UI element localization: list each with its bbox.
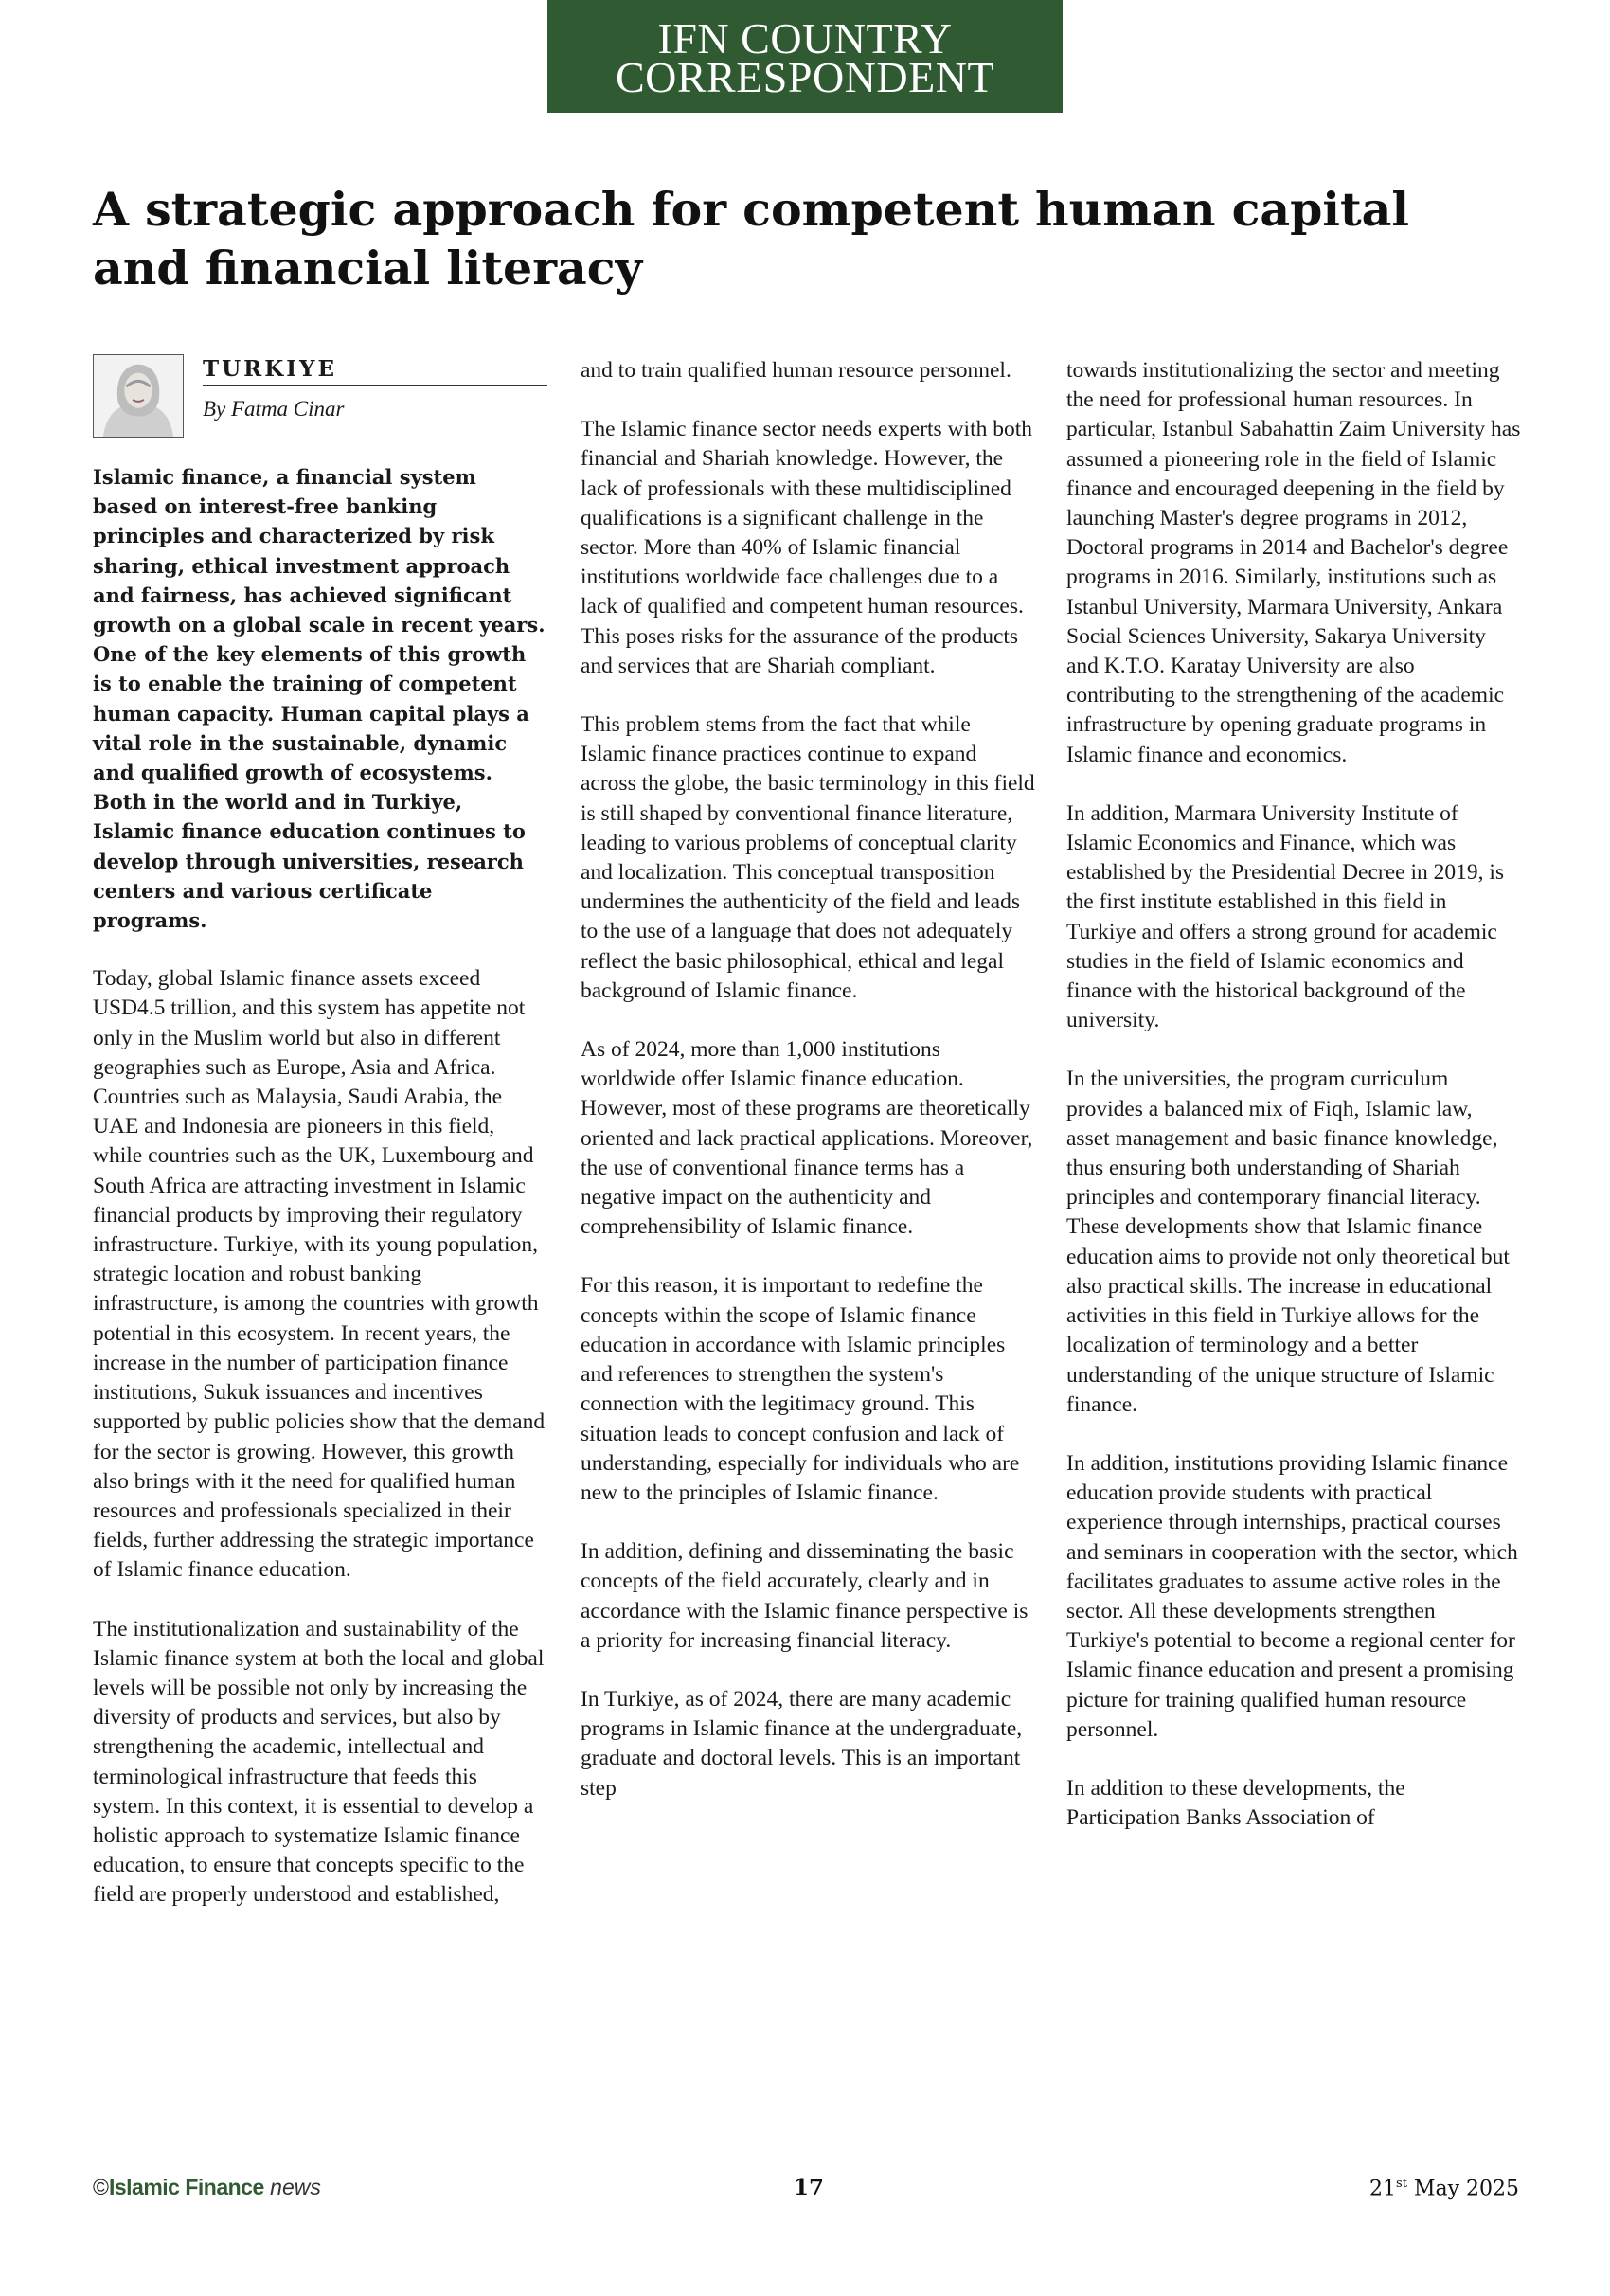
publication-logo: [93, 2175, 321, 2200]
body-paragraph: Today, global Islamic finance assets exceed USD4.5 trillion, and this system has appetite not only in the Muslim world but also in different geographies such as Europe, Asia and Africa. Countries such as Malaysia, Saudi Arabia, the UAE and Indonesia are pioneers in this field, while countries such as the UK, Luxembourg and South Africa are attracting investment in Islamic financial products by improving their regulatory infrastructure. Turkiye, with its young population, strategic location and robust banking infrastructure, is among the countries with growth potential in this ecosystem. In recent years, the increase in the number of participation finance institutions, Sukuk issuances and incentives supported by public policies show that the demand for the sector is growing. However, this growth also brings with it the need for qualified human resources and professionals specialized in their fields, further addressing the strategic importance of Islamic finance education.: [93, 966, 546, 1583]
body-paragraph: This problem stems from the fact that while Islamic finance practices continue to expand across the globe, the basic terminology in this field is still shaped by conventional finance literature, leading to various problems of conceptual clarity and localization. This conceptual transposition undermines the authenticity of the field and leads to the use of a language that does not adequately reflect the basic philosophical, ethical and legal background of Islamic finance.: [581, 712, 1035, 1003]
body-paragraph: In Turkiye, as of 2024, there are many academic programs in Islamic finance at the undergraduate, graduate and doctoral levels. This is an important step: [581, 1686, 1023, 1801]
section-banner: [547, 0, 1063, 113]
country-label: TURKIYE: [203, 354, 547, 386]
banner-line-1: IFN COUNTRY: [657, 14, 953, 63]
body-paragraph: The institutionalization and sustainability of the Islamic finance system at both the local and global levels will be possible not only by increasing the diversity of products and services, but also by strengthening the academic, intellectual and terminological infrastructure that feeds this system. In this context, it is essential to develop a holistic approach to systematize Islamic finance education, to ensure that concepts specific to the field are properly understood and established,: [93, 1616, 545, 1908]
body-paragraph: As of 2024, more than 1,000 institutions worldwide offer Islamic finance education. However, most of these programs are theoretically oriented and lack practical applications. Moreover, the use of conventional finance terms has a negative impact on the authenticity and comprehensibility of Islamic finance.: [581, 1037, 1033, 1240]
body-paragraph: In the universities, the program curriculum provides a balanced mix of Fiqh, Islamic law, asset management and basic finance knowledge, thus ensuring both understanding of Shariah principles and contemporary financial literacy. These developments show that Islamic finance education aims to provide not only theoretical but also practical skills. The increase in educational activities in this field in Turkiye allows for the localization of terminology and a better understanding of the unique structure of Islamic finance.: [1066, 1067, 1510, 1417]
lead-paragraph: Islamic finance, a financial system based on interest-free banking principles and characterized by risk sharing, ethical investment approach and fairness, has achieved significant growth on a global scale in recent years. One of the key elements of this growth is to enable the training of competent human capacity. Human capital plays a vital role in the sustainable, dynamic and qualified growth of ecosystems. Both in the world and in Turkiye, Islamic finance education continues to develop through universities, research centers and various certificate programs.: [93, 465, 546, 933]
author-name: By Fatma Cinar: [203, 397, 345, 421]
article-title: A strategic approach for competent human capital and financial literacy: [93, 182, 1410, 296]
body-paragraph: In addition to these developments, the Participation Banks Association of: [1066, 1775, 1405, 1831]
byline: [93, 354, 547, 441]
brand-suffix: news: [270, 2175, 321, 2199]
brand-name: Islamic Finance: [108, 2175, 264, 2199]
date-suffix: st: [1396, 2177, 1407, 2191]
date-day: 21: [1369, 2177, 1397, 2201]
body-paragraph: and to train qualified human resource personnel.: [581, 358, 1011, 383]
column-2: [581, 356, 1035, 1833]
body-paragraph: towards institutionalizing the sector and meeting the need for professional human resources. In particular, Istanbul Sabahattin Zaim University has assumed a pioneering role in the field of Islamic finance and encouraged deepening in the field by launching Master's degree programs in 2012, Doctoral programs in 2014 and Bachelor's degree programs in 2016. Similarly, institutions such as Istanbul University, Marmara University, Ankara Social Sciences University, Sakarya University and K.T.O. Karatay University are also contributing to the strengthening of the academic infrastructure by opening graduate programs in Islamic finance and economics.: [1066, 358, 1521, 767]
column-1: [93, 354, 547, 1940]
date-rest: May 2025: [1406, 2177, 1519, 2201]
body-paragraph: In addition, institutions providing Islamic finance education provide students with practical experience through internships, practical courses and seminars in cooperation with the sector, which facilitates graduates to assume active roles in the sector. All these developments strengthen Turkiye's potential to become a regional center for Islamic finance education and present a promising picture for training qualified human resource personnel.: [1066, 1450, 1518, 1742]
issue-date: [1369, 2177, 1519, 2200]
column-3: [1066, 356, 1521, 1862]
page-number: 17: [794, 2175, 825, 2200]
banner-line-2: CORRESPONDENT: [615, 53, 995, 101]
body-paragraph: In addition, Marmara University Institute of Islamic Economics and Finance, which was established by the Presidential Decree in 2019, is the first institute established in this field in Turkiye and offers a strong ground for academic studies in the field of Islamic economics and finance with the historical background of the university.: [1066, 800, 1505, 1033]
body-paragraph: The Islamic finance sector needs experts with both financial and Shariah knowledge. However, the lack of professionals with these multidisciplined qualifications is a significant challenge in the sector. More than 40% of Islamic financial institutions worldwide face challenges due to a lack of qualified and competent human resources. This poses risks for the assurance of the products and services that are Shariah compliant.: [581, 417, 1033, 678]
body-paragraph: In addition, defining and disseminating the basic concepts of the field accurately, clearly and in accordance with the Islamic finance perspective is a priority for increasing financial literacy.: [581, 1539, 1029, 1653]
body-paragraph: For this reason, it is important to redefine the concepts within the scope of Islamic finance education in accordance with Islamic principles and references to strengthen the system's connection with the legitimacy ground. This situation leads to concept confusion and lack of understanding, especially for individuals who are new to the principles of Islamic finance.: [581, 1273, 1020, 1505]
copyright-symbol: ©: [93, 2175, 109, 2199]
author-photo-icon: [93, 354, 184, 438]
